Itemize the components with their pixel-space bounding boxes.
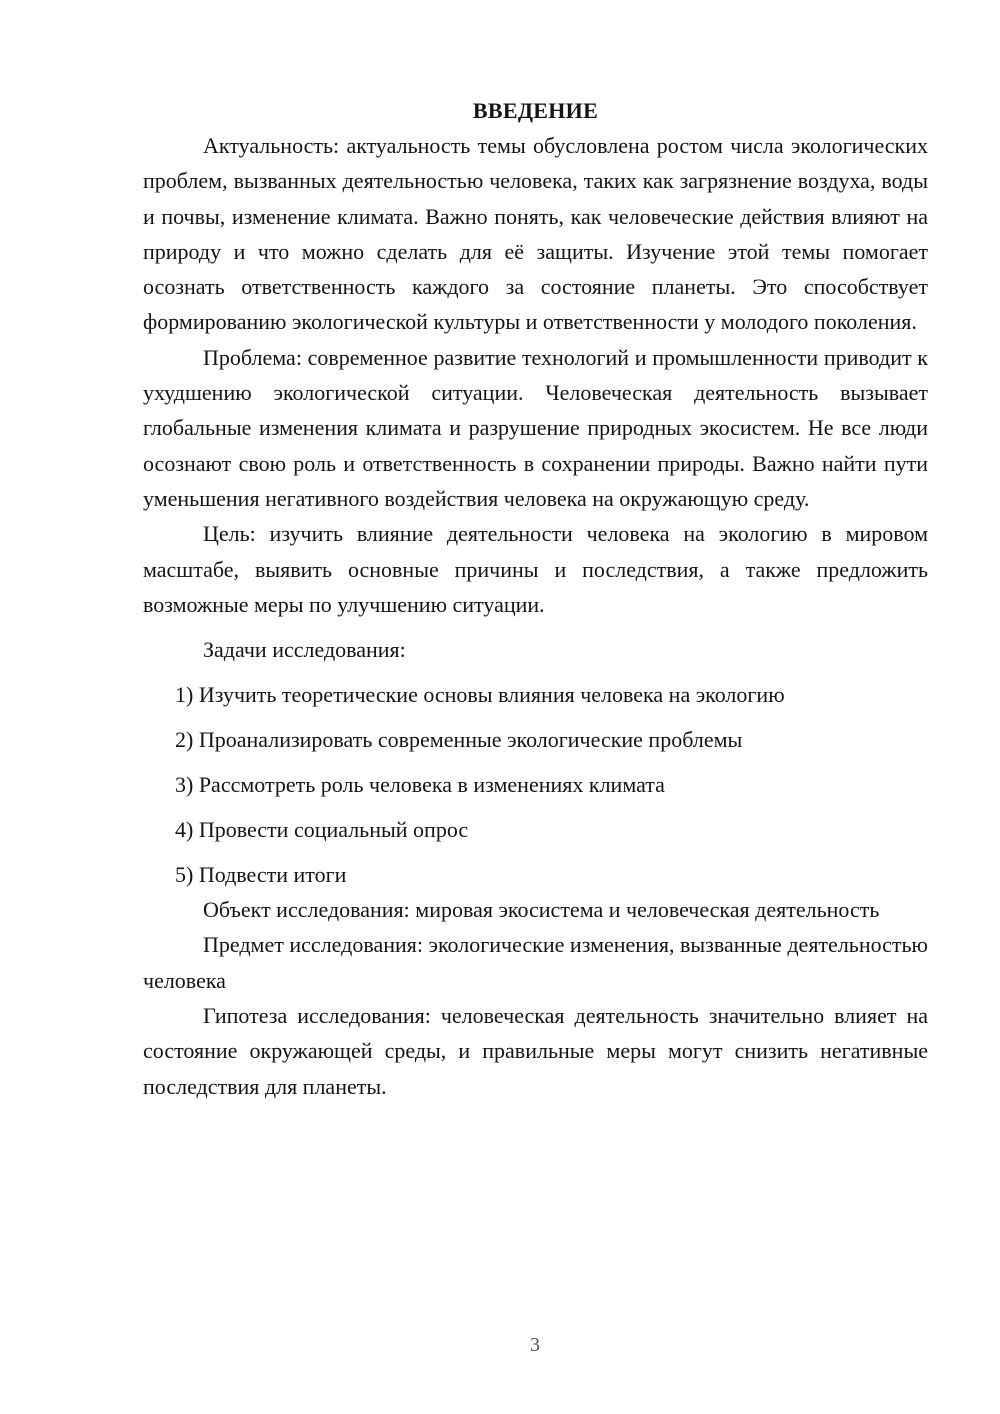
task-item: 3) Рассмотреть роль человека в изменениях климата [175, 772, 665, 798]
paragraph-hypothesis: Гипотеза исследования: человеческая деятельность значительно влияет на состояние окружающей среды, и правильные меры могут снизить негативные последствия для планеты. [143, 1003, 928, 1099]
tasks-list [143, 677, 928, 892]
tasks-title: Задачи исследования: [203, 637, 406, 663]
task-item: 5) Подвести итоги [175, 862, 347, 888]
paragraph-object: Объект исследования: мировая экосистема и человеческая деятельность [203, 897, 880, 923]
task-item: 2) Проанализировать современные экологические проблемы [175, 727, 743, 753]
paragraph-problem: Проблема: современное развитие технологий и промышленности приводит к ухудшению экологической ситуации. Человеческая деятельность вызывает глобальные изменения климата и разрушение природных экосистем. Не все люди осознают свою роль и ответственность в сохранении природы. Важно найти пути уменьшения негативного воздействия человека на окружающую среду. [143, 344, 928, 511]
document-page [143, 94, 928, 1104]
paragraph-subject: Предмет исследования: экологические изменения, вызванные деятельностью человека [143, 932, 928, 993]
paragraph-goal: Цель: изучить влияние деятельности человека на экологию в мировом масштабе, выявить основные причины и последствия, а также предложить возможные меры по улучшению ситуации. [143, 521, 928, 617]
task-item: 4) Провести социальный опрос [175, 817, 469, 843]
task-item: 1) Изучить теоретические основы влияния человека на экологию [175, 682, 785, 708]
paragraph-relevance: Актуальность: актуальность темы обусловлена ростом числа экологических проблем, вызванных деятельностью человека, таких как загрязнение воздуха, воды и почвы, изменение климата. Важно понять, как человеческие действия влияют на природу и что можно сделать для её защиты. Изучение этой темы помогает осознать ответственность каждого за состояние планеты. Это способствует формированию экологической культуры и ответственности у молодого поколения. [143, 133, 928, 335]
document-heading: ВВЕДЕНИЕ [472, 98, 599, 123]
page-number: 3 [530, 1334, 540, 1356]
